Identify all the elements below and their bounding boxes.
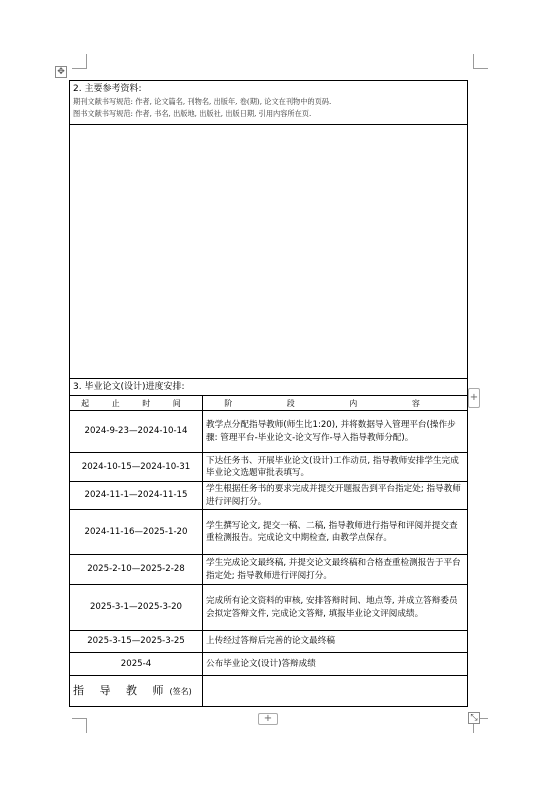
row-dates[interactable]: 2024-10-15—2024-10-31: [70, 453, 203, 482]
row-dates[interactable]: 2025-3-1—2025-3-20: [70, 585, 203, 631]
crop-mark-top-right: [473, 54, 488, 69]
row-description[interactable]: 学生撰写论文, 提交一稿、二稿, 指导教师进行指导和评阅并提交查重检测报告。完成论文中期检查, 由教学点保存。: [203, 510, 468, 555]
row-description[interactable]: 下达任务书、开展毕业论文(设计)工作动员, 指导教师安排学生完成毕业论文选题审批表填写。: [203, 453, 468, 482]
advisor-label-text: 指 导 教 师: [73, 684, 170, 697]
row-dates[interactable]: 2025-4: [70, 653, 203, 676]
table-row: [70, 482, 468, 510]
table-row: [70, 585, 468, 631]
table-row: [70, 555, 468, 585]
schedule-title: 3. 毕业论文(设计)进度安排:: [70, 379, 468, 396]
row-description[interactable]: 完成所有论文资料的审核, 安排答辩时间、地点等, 并成立答辩委员会拟定答辩文件, 完成论文答辩, 填报毕业论文评阅成绩。: [203, 585, 468, 631]
add-column-plus-icon[interactable]: +: [468, 388, 480, 408]
row-description[interactable]: 公布毕业论文(设计)答辩成绩: [203, 653, 468, 676]
table-row: [70, 453, 468, 482]
advisor-signature-field[interactable]: [203, 676, 468, 707]
column-header-dates: 起 止 时 间: [70, 396, 203, 411]
row-dates[interactable]: 2024-9-23—2024-10-14: [70, 411, 203, 453]
row-description[interactable]: 教学点分配指导教师(师生比1:20), 并将数据导入管理平台(操作步骤: 管理平台-毕业论文-论文写作-导入指导教师分配)。: [203, 411, 468, 453]
table-row: [70, 510, 468, 555]
references-title: 2. 主要参考资料:: [73, 84, 142, 94]
table-row: [70, 653, 468, 676]
advisor-signature-label: [70, 676, 203, 707]
table-row: [70, 631, 468, 653]
row-description[interactable]: 上传经过答辩后完善的论文最终稿: [203, 631, 468, 653]
references-cell[interactable]: [70, 81, 468, 125]
row-dates[interactable]: 2024-11-1—2024-11-15: [70, 482, 203, 510]
row-description[interactable]: 学生根据任务书的要求完成并提交开题报告到平台指定处; 指导教师进行评阅打分。: [203, 482, 468, 510]
book-format-note: 图书文献书写规范: 作者, 书名, 出版地, 出版社, 出版日期, 引用内容所在页.: [73, 109, 312, 118]
column-header-stage: 阶 段 内 容: [203, 396, 468, 411]
table-move-handle-icon[interactable]: ✥: [55, 66, 67, 78]
table-row: [70, 411, 468, 453]
crop-mark-bottom-left: [72, 718, 87, 733]
thesis-task-table: [69, 80, 468, 707]
signature-note: (签名): [169, 687, 192, 696]
crop-mark-top-left: [72, 54, 87, 69]
references-blank-area[interactable]: [70, 125, 468, 379]
journal-format-note: 期刊文献书写规范: 作者, 论文篇名, 刊物名, 出版年, 卷(期), 论文在刊物中的页码.: [73, 97, 332, 106]
row-dates[interactable]: 2025-2-10—2025-2-28: [70, 555, 203, 585]
row-dates[interactable]: 2025-3-15—2025-3-25: [70, 631, 203, 653]
row-description[interactable]: 学生完成论文最终稿, 并提交论文最终稿和合格查重检测报告于平台指定处; 指导教师进行评阅打分。: [203, 555, 468, 585]
add-row-plus-icon[interactable]: +: [258, 713, 278, 725]
row-dates[interactable]: 2024-11-16—2025-1-20: [70, 510, 203, 555]
table-resize-handle-icon[interactable]: ⤡: [468, 712, 480, 724]
